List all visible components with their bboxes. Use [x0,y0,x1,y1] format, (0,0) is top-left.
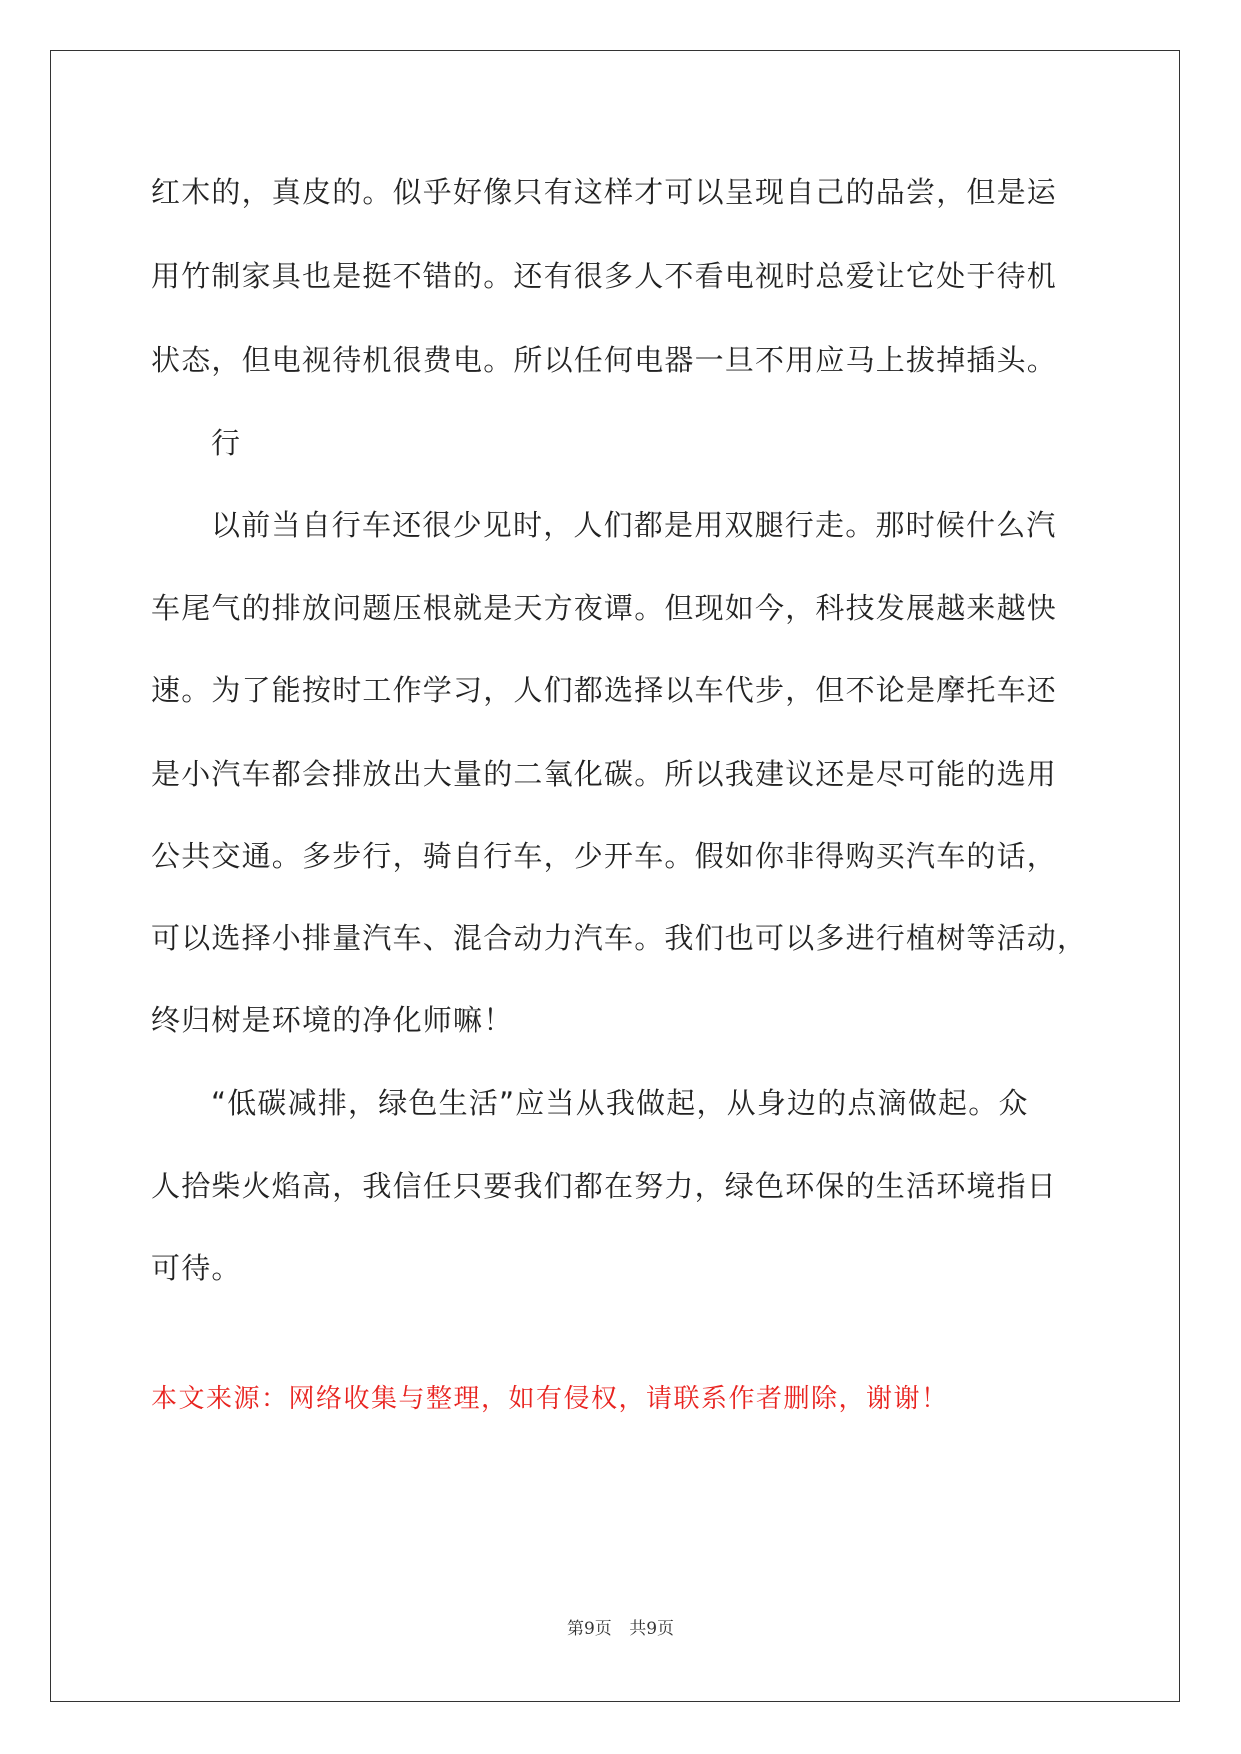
body-line-10: 可以选择小排量汽车、混合动力汽车。我们也可以多进行植树等活动， [151,921,1088,955]
body-line-9: 公共交通。多步行，骑自行车，少开车。假如你非得购买汽车的话， [151,839,1058,873]
section-heading: 行 [211,426,242,460]
page-number-total: 共9页 [629,1619,675,1639]
body-line-5: 以前当自行车还很少见时，人们都是用双腿行走。那时候什么汽 [211,508,1057,542]
body-line-2: 用竹制家具也是挺不错的。还有很多人不看电视时总爱让它处于待机 [151,259,1058,293]
body-line-3: 状态，但电视待机很费电。所以任何电器一旦不用应马上拔掉插头。 [151,343,1058,377]
body-line-8: 是小汽车都会排放出大量的二氧化碳。所以我建议还是尽可能的选用 [151,757,1058,791]
body-line-13: 人拾柴火焰高，我信任只要我们都在努力，绿色环保的生活环境指日 [151,1169,1058,1203]
page-number-current: 第9页 [566,1619,612,1639]
body-line-11: 终归树是环境的净化师嘛！ [151,1003,514,1037]
page-border [50,50,1180,1702]
body-line-14: 可待。 [151,1251,242,1285]
body-line-7: 速。为了能按时工作学习，人们都选择以车代步，但不论是摩托车还 [151,673,1058,707]
page-footer [0,1614,1241,1639]
body-line-6: 车尾气的排放问题压根就是天方夜谭。但现如今，科技发展越来越快 [151,591,1058,625]
source-note: 本文来源：网络收集与整理，如有侵权，请联系作者删除，谢谢！ [151,1384,949,1414]
body-line-12: “低碳减排，绿色生活”应当从我做起，从身边的点滴做起。众 [211,1086,1029,1120]
body-line-1: 红木的，真皮的。似乎好像只有这样才可以呈现自己的品尝，但是运 [151,175,1058,209]
